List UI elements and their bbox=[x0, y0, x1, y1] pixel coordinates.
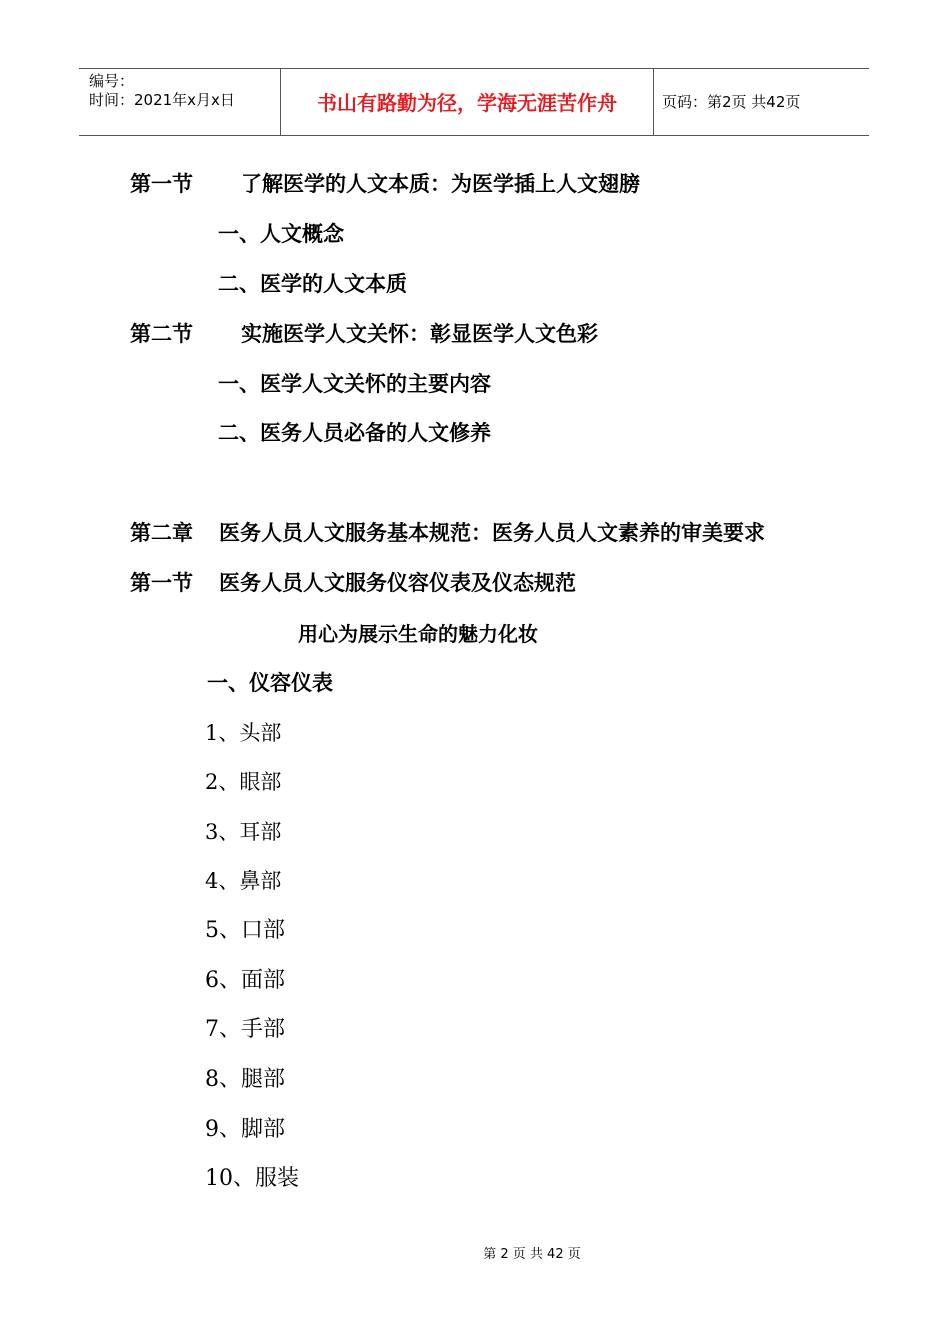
list-item: 6、面部 bbox=[205, 968, 285, 993]
chapter-2-title: 医务人员人文服务基本规范：医务人员人文素养的审美要求 bbox=[219, 521, 765, 545]
chapter-2-section-1-heading bbox=[130, 570, 576, 596]
list-item: 3、耳部 bbox=[205, 820, 282, 844]
section-1-heading bbox=[130, 171, 640, 197]
section-1-item-2: 二、医学的人文本质 bbox=[218, 272, 407, 296]
list-item: 2、眼部 bbox=[205, 770, 282, 794]
header-page-code: 页码：第2页 共42页 bbox=[662, 93, 801, 111]
section-2-number: 第二节 bbox=[130, 322, 193, 346]
section-1-number: 第一节 bbox=[130, 172, 193, 196]
list-item: 9、脚部 bbox=[205, 1117, 285, 1142]
chapter-2-section-1-title: 医务人员人文服务仪容仪表及仪态规范 bbox=[219, 571, 576, 595]
list-item: 5、口部 bbox=[205, 918, 285, 943]
footer-page-number: 第 2 页 共 42 页 bbox=[483, 1247, 581, 1262]
section-2-title: 实施医学人文关怀：彰显医学人文色彩 bbox=[241, 322, 598, 346]
list-item: 10、服装 bbox=[205, 1166, 299, 1191]
section-1-title: 了解医学的人文本质：为医学插上人文翅膀 bbox=[241, 172, 640, 196]
list-item: 1、头部 bbox=[205, 721, 282, 745]
subtitle: 用心为展示生命的魅力化妆 bbox=[298, 622, 538, 646]
header-info-cell bbox=[79, 69, 281, 135]
section-2-item-2: 二、医务人员必备的人文修养 bbox=[218, 421, 491, 445]
item-heading: 一、仪容仪表 bbox=[207, 671, 333, 695]
chapter-2-number: 第二章 bbox=[130, 521, 193, 545]
chapter-2-heading bbox=[130, 520, 765, 546]
document-number-label: 编号： bbox=[89, 72, 135, 90]
section-1-item-1: 一、人文概念 bbox=[218, 222, 344, 246]
list-item: 4、鼻部 bbox=[205, 869, 282, 893]
list-item: 8、腿部 bbox=[205, 1067, 285, 1092]
header-motto: 书山有路勤为径，学海无涯苦作舟 bbox=[317, 91, 617, 115]
section-2-heading bbox=[130, 321, 598, 347]
section-2-item-1: 一、医学人文关怀的主要内容 bbox=[218, 372, 491, 396]
list-item: 7、手部 bbox=[205, 1017, 285, 1042]
page-header bbox=[79, 68, 869, 136]
header-page-cell bbox=[654, 69, 869, 135]
header-motto-cell bbox=[281, 69, 654, 135]
page-footer bbox=[0, 1247, 950, 1263]
chapter-2-section-1-number: 第一节 bbox=[130, 571, 193, 595]
document-time-label: 时间：2021年x月x日 bbox=[89, 91, 235, 109]
